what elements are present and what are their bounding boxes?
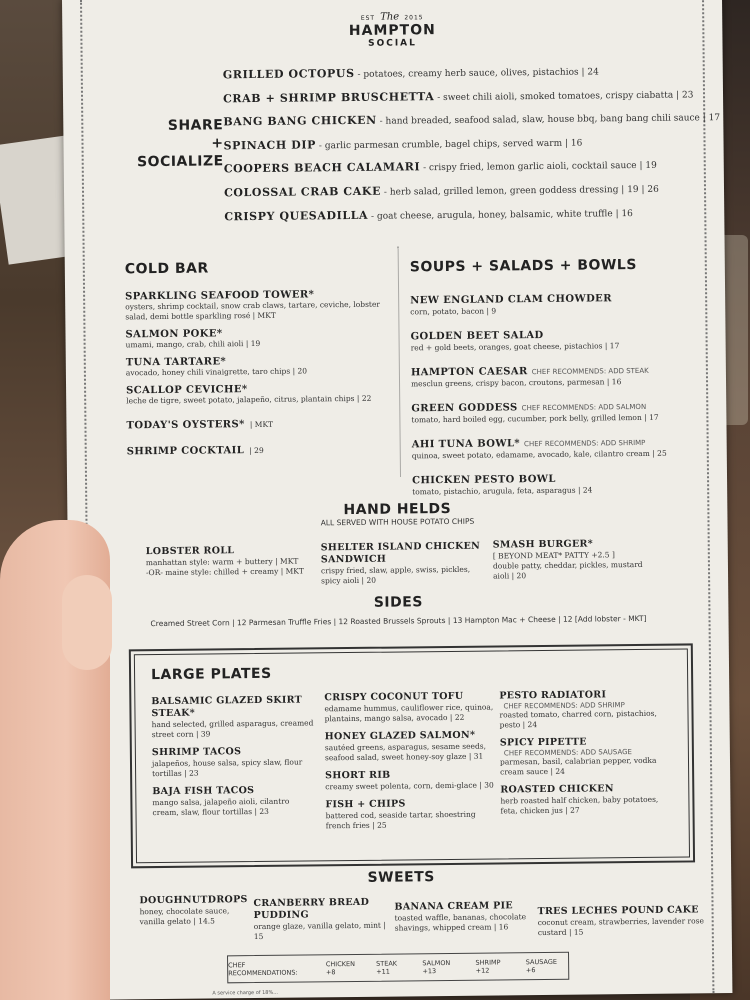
soups-title: SOUPS + SALADS + BOWLS bbox=[409, 256, 637, 276]
item-name: SHORT RIB bbox=[325, 769, 391, 782]
item-desc: - garlic parmesan crumble, bagel chips, served warm | 16 bbox=[315, 138, 583, 152]
item-name: GREEN GODDESS bbox=[411, 402, 518, 415]
item-desc: - sweet chili aioli, smoked tomatoes, crispy ciabatta | 23 bbox=[434, 89, 694, 103]
sides-list: Creamed Street Corn | 12 Parmesan Truffle Fries | 12 Roasted Brussels Sprouts | 13 Hampton Mac + Cheese | 12 [Add lobster - MKT] bbox=[150, 613, 647, 629]
item-desc-alt: -OR- maine style: chilled + creamy | MKT bbox=[145, 566, 304, 578]
item-name: SALMON POKE* bbox=[125, 328, 223, 341]
item-desc: tomato, pistachio, arugula, feta, asparagus | 24 bbox=[412, 485, 593, 497]
menu-item bbox=[139, 894, 249, 927]
item-desc: mango salsa, jalapeño aioli, cilantro cream, slaw, flour tortillas | 23 bbox=[152, 796, 290, 818]
item-name: TODAY'S OYSTERS* bbox=[126, 419, 245, 432]
item-desc: umami, mango, crab, chili aioli | 19 bbox=[125, 338, 261, 350]
item-name: SCALLOP CEVICHE* bbox=[126, 384, 248, 397]
chef-rec-item: SAUSAGE +6 bbox=[525, 957, 558, 975]
item-name: SHRIMP TACOS bbox=[151, 746, 242, 759]
item-name: GRILLED OCTOPUS bbox=[222, 66, 355, 82]
item-name: SPICY PIPETTE bbox=[499, 736, 587, 749]
menu-item bbox=[126, 383, 391, 407]
chef-recommendations-box bbox=[227, 952, 569, 984]
menu-item bbox=[126, 411, 391, 433]
item-name: DOUGHNUTDROPS bbox=[139, 894, 248, 907]
item-desc: creamy sweet polenta, corn, demi-glace | 30 bbox=[325, 780, 494, 792]
chef-rec-item: CHICKEN +8 bbox=[325, 959, 356, 977]
share-title bbox=[113, 116, 224, 171]
item-name: FISH + CHIPS bbox=[325, 798, 406, 811]
menu-item bbox=[253, 897, 393, 942]
logo-name: HAMPTON bbox=[348, 22, 436, 39]
menu-item bbox=[152, 784, 317, 818]
share-title-1: SHARE bbox=[167, 117, 224, 134]
menu-item bbox=[499, 689, 674, 731]
item-desc: avocado, honey chili vinaigrette, taro chips | 20 bbox=[125, 366, 308, 378]
item-name: CRAB + SHRIMP BRUSCHETTA bbox=[222, 89, 435, 105]
menu-item bbox=[394, 900, 534, 933]
large-plates-title: LARGE PLATES bbox=[150, 665, 272, 684]
item-desc: - hand breaded, seafood salad, slaw, house bbq, bang bang chili sauce | 17 bbox=[376, 113, 721, 127]
menu-item bbox=[125, 327, 390, 351]
menu-item bbox=[152, 745, 317, 779]
menu-item bbox=[412, 465, 697, 497]
item-name: COLOSSAL CRAB CAKE bbox=[223, 184, 382, 200]
item-desc: | 29 bbox=[249, 445, 264, 456]
item-desc: honey, chocolate sauce, vanilla gelato | 14.5 bbox=[139, 906, 230, 927]
sweets-title: SWEETS bbox=[367, 869, 435, 886]
logo-sub: SOCIAL bbox=[368, 38, 417, 49]
chef-recs-label: CHEF RECOMMENDATIONS: bbox=[228, 961, 298, 978]
sides-title: SIDES bbox=[373, 594, 423, 611]
item-name: CRISPY QUESADILLA bbox=[224, 208, 369, 223]
item-desc: corn, potato, bacon | 9 bbox=[410, 306, 497, 317]
item-desc: sautéed greens, asparagus, sesame seeds, seafood salad, sweet honey-soy glaze | 31 bbox=[324, 741, 487, 763]
item-desc: leche de tigre, sweet potato, jalapeño, citrus, plantain chips | 22 bbox=[126, 393, 372, 406]
item-desc: double patty, cheddar, pickles, mustard aioli | 20 bbox=[492, 559, 643, 581]
chef-rec-item: SHRIMP +12 bbox=[475, 958, 501, 975]
item-name: CRISPY COCONUT TOFU bbox=[324, 690, 464, 704]
menu-item bbox=[325, 730, 495, 764]
menu-item bbox=[151, 694, 316, 740]
item-name: BALSAMIC GLAZED SKIRT STEAK* bbox=[151, 694, 303, 720]
item-desc: - goat cheese, arugula, honey, balsamic, white truffle | 16 bbox=[368, 208, 633, 222]
item-name: TRES LECHES POUND CAKE bbox=[537, 904, 699, 918]
cold-bar-title: COLD BAR bbox=[124, 260, 209, 278]
handhelds-title: HAND HELDS bbox=[343, 500, 452, 519]
item-desc: toasted waffle, bananas, chocolate shavings, whipped cream | 16 bbox=[394, 912, 527, 933]
item-name: BANANA CREAM PIE bbox=[394, 900, 513, 913]
large-plates-col-2 bbox=[324, 691, 496, 839]
logo-the: The bbox=[380, 11, 400, 23]
item-name: SPINACH DIP bbox=[223, 138, 317, 153]
item-desc: mesclun greens, crispy bacon, croutons, parmesan | 16 bbox=[410, 377, 622, 389]
menu-item bbox=[500, 783, 675, 817]
handhelds-subtitle: ALL SERVED WITH HOUSE POTATO CHIPS bbox=[320, 516, 475, 528]
menu-item bbox=[325, 798, 495, 832]
item-desc: coconut cream, strawberries, lavender rose custard | 15 bbox=[537, 916, 704, 938]
chef-recommendation: CHEF RECOMMENDS: ADD SHRIMP bbox=[523, 438, 646, 449]
item-name: BANG BANG CHICKEN bbox=[223, 113, 377, 129]
item-desc: crispy fried, slaw, apple, swiss, pickles, spicy aioli | 20 bbox=[320, 564, 471, 586]
item-name: HONEY GLAZED SALMON* bbox=[324, 729, 476, 743]
item-desc: quinoa, sweet potato, edamame, avocado, kale, cilantro cream | 25 bbox=[411, 448, 667, 461]
chef-recommendation: CHEF RECOMMENDS: ADD STEAK bbox=[531, 366, 649, 377]
chef-rec-item: STEAK +11 bbox=[376, 959, 398, 976]
menu-item bbox=[412, 429, 697, 461]
menu-item bbox=[126, 355, 391, 379]
menu-item bbox=[321, 541, 481, 587]
logo-est: EST bbox=[360, 14, 376, 22]
menu-card bbox=[62, 0, 732, 1000]
item-name: ROASTED CHICKEN bbox=[500, 783, 614, 796]
item-desc: red + gold beets, oranges, goat cheese, pistachios | 17 bbox=[410, 341, 620, 353]
item-desc: tomato, hard boiled egg, cucumber, pork belly, grilled lemon | 17 bbox=[411, 412, 659, 425]
item-name: HAMPTON CAESAR bbox=[410, 366, 528, 379]
item-extra: [ BEYOND MEAT* PATTY +2.5 ] bbox=[492, 550, 615, 561]
large-plates-col-1 bbox=[151, 694, 317, 825]
chef-recommendation: CHEF RECOMMENDS: ADD SHRIMP bbox=[503, 701, 625, 711]
menu-item bbox=[127, 437, 392, 459]
item-name: SHELTER ISLAND CHICKEN SANDWICH bbox=[320, 540, 481, 566]
share-title-2: + bbox=[211, 135, 224, 152]
menu-item bbox=[146, 544, 316, 578]
item-name: SPARKLING SEAFOOD TOWER* bbox=[125, 289, 315, 303]
item-name: NEW ENGLAND CLAM CHOWDER bbox=[410, 293, 612, 307]
item-desc: - herb salad, grilled lemon, green goddess dressing | 19 | 26 bbox=[380, 184, 659, 198]
menu-item bbox=[125, 289, 390, 323]
item-name: CHICKEN PESTO BOWL bbox=[411, 473, 556, 487]
menu-item bbox=[493, 538, 658, 582]
chef-recommendation: CHEF RECOMMENDS: ADD SALMON bbox=[521, 402, 647, 413]
item-name: CRANBERRY BREAD PUDDING bbox=[253, 896, 370, 922]
menu-item bbox=[500, 736, 675, 778]
item-name: COOPERS BEACH CALAMARI bbox=[223, 160, 421, 176]
logo bbox=[332, 4, 452, 49]
menu-item bbox=[324, 691, 494, 725]
menu-item bbox=[410, 321, 695, 353]
item-desc: parmesan, basil, calabrian pepper, vodka cream sauce | 24 bbox=[499, 755, 657, 777]
share-list bbox=[223, 59, 725, 229]
item-desc: oysters, shrimp cocktail, snow crab claws, tartare, ceviche, lobster salad, demi bottle sparkling rosé | MKT bbox=[125, 299, 380, 322]
item-name: BAJA FISH TACOS bbox=[152, 785, 255, 798]
item-name: LOBSTER ROLL bbox=[145, 545, 235, 558]
soups-section bbox=[410, 256, 698, 504]
item-desc: jalapeños, house salsa, spicy slaw, flour tortillas | 23 bbox=[151, 757, 303, 779]
item-desc: herb roasted half chicken, baby potatoes, feta, chicken jus | 27 bbox=[500, 794, 659, 816]
item-desc: hand selected, grilled asparagus, creamed street corn | 39 bbox=[151, 718, 314, 740]
item-name: GOLDEN BEET SALAD bbox=[410, 329, 544, 343]
item-desc: - crispy fried, lemon garlic aioli, cocktail sauce | 19 bbox=[420, 161, 657, 174]
menu-item bbox=[538, 904, 718, 938]
chef-rec-item: SALMON +13 bbox=[422, 958, 451, 976]
item-name: TUNA TARTARE* bbox=[125, 356, 227, 369]
footer-note: A service charge of 18%... bbox=[212, 989, 279, 997]
menu-item bbox=[410, 285, 695, 317]
cold-bar-section bbox=[125, 259, 392, 466]
item-name: SHRIMP COCKTAIL bbox=[126, 445, 245, 458]
item-desc: battered cod, seaside tartar, shoestring french fries | 25 bbox=[325, 809, 476, 831]
share-title-3: SOCIALIZE bbox=[136, 153, 224, 171]
item-desc: roasted tomato, charred corn, pistachios, pesto | 24 bbox=[499, 708, 657, 730]
menu-item bbox=[411, 393, 696, 425]
item-desc: manhattan style: warm + buttery | MKT bbox=[145, 556, 299, 568]
menu-item bbox=[325, 769, 495, 793]
thumb bbox=[62, 575, 112, 670]
logo-year: 2015 bbox=[404, 14, 424, 22]
chef-recommendation: CHEF RECOMMENDS: ADD SAUSAGE bbox=[503, 748, 632, 758]
item-desc: | MKT bbox=[249, 419, 274, 430]
item-desc: orange glaze, vanilla gelato, mint | 15 bbox=[253, 920, 386, 942]
menu-item bbox=[411, 357, 696, 389]
item-desc: edamame hummus, cauliflower rice, quinoa, plantains, mango salsa, avocado | 22 bbox=[324, 702, 494, 724]
item-name: PESTO RADIATORI bbox=[499, 689, 607, 702]
item-name: AHI TUNA BOWL* bbox=[411, 438, 521, 451]
item-name: SMASH BURGER* bbox=[492, 538, 594, 551]
large-plates-col-3 bbox=[499, 689, 675, 824]
item-desc: - potatoes, creamy herb sauce, olives, pistachios | 24 bbox=[354, 67, 599, 80]
